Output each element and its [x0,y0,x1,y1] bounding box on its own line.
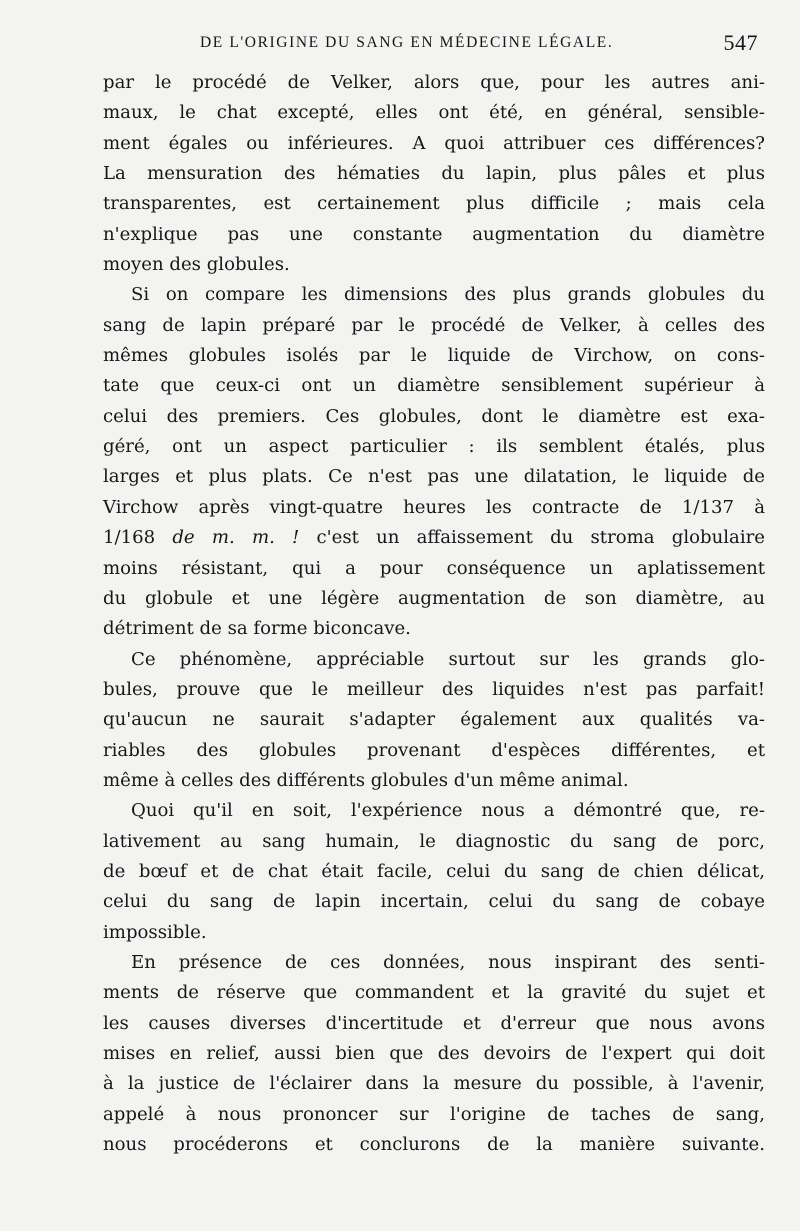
page-number: 547 [723,30,758,55]
text-line: riables des globules provenant d'espèces différentes, et [103,739,765,761]
page-header [200,30,758,58]
text-line: à la justice de l'éclairer dans la mesure du possible, à l'avenir, [103,1073,765,1095]
text-line: même à celles des différents globules d'un même animal. [103,769,629,791]
text-line: mêmes globules isolés par le liquide de Virchow, on cons- [103,345,765,367]
text-line: géré, ont un aspect particulier : ils semblent étalés, plus [103,436,765,458]
text-line: La mensuration des hématies du lapin, plus pâles et plus [103,163,765,185]
text-fragment: 1/168 [103,527,173,549]
text-line: transparentes, est certainement plus difficile ; mais cela [103,193,765,215]
text-line: celui du sang de lapin incertain, celui du sang de cobaye [103,891,765,913]
text-line: Si on compare les dimensions des plus grands globules du [131,284,765,306]
text-line: ment égales ou inférieures. A quoi attribuer ces différences? [103,132,765,154]
text-line: bules, prouve que le meilleur des liquides n'est pas parfait! [103,678,765,700]
text-line: nous procéderons et conclurons de la manière suivante. [103,1134,765,1156]
text-line: larges et plus plats. Ce n'est pas une dilatation, le liquide de [103,466,765,488]
text-line: par le procédé de Velker, alors que, pour les autres ani- [103,72,765,93]
text-line-with-italic [103,523,765,553]
body-text [103,68,765,1160]
text-line: qu'aucun ne saurait s'adapter également aux qualités va- [103,709,765,731]
text-line: de bœuf et de chat était facile, celui du sang de chien délicat, [103,860,765,882]
text-line: lativement au sang humain, le diagnostic du sang de porc, [103,830,765,852]
text-line: mises en relief, aussi bien que des devoirs de l'expert qui doit [103,1043,765,1064]
text-line: détriment de sa forme biconcave. [103,618,411,640]
text-line: appelé à nous prononcer sur l'origine de taches de sang, [103,1103,765,1125]
italic-unit: de m. m. ! [172,527,300,549]
text-line: maux, le chat excepté, elles ont été, en général, sensible- [103,102,765,124]
running-title: DE L'ORIGINE DU SANG EN MÉDECINE LÉGALE. [200,34,614,51]
text-line: sang de lapin préparé par le procédé de Velker, à celles des [103,314,765,336]
text-line: les causes diverses d'incertitude et d'erreur que nous avons [103,1012,765,1034]
text-line: impossible. [103,921,207,943]
text-fragment: c'est un affaissement du stroma globulaire [299,527,765,549]
text-line: Ce phénomène, appréciable surtout sur les grands glo- [131,648,765,670]
text-line: Virchow après vingt-quatre heures les contracte de 1/137 à [103,496,765,518]
text-line: En présence de ces données, nous inspirant des senti- [131,951,765,973]
text-line: tate que ceux-ci ont un diamètre sensiblement supérieur à [103,375,765,397]
text-line: du globule et une légère augmentation de son diamètre, au [103,587,765,609]
text-line: celui des premiers. Ces globules, dont le diamètre est exa- [103,405,765,427]
text-line: ments de réserve que commandent et la gravité du sujet et [103,982,765,1004]
text-line: moins résistant, qui a pour conséquence un aplatissement [103,557,765,579]
text-line: Quoi qu'il en soit, l'expérience nous a démontré que, re- [131,800,765,822]
text-line: n'explique pas une constante augmentation du diamètre [103,223,765,245]
text-line: moyen des globules. [103,254,290,276]
